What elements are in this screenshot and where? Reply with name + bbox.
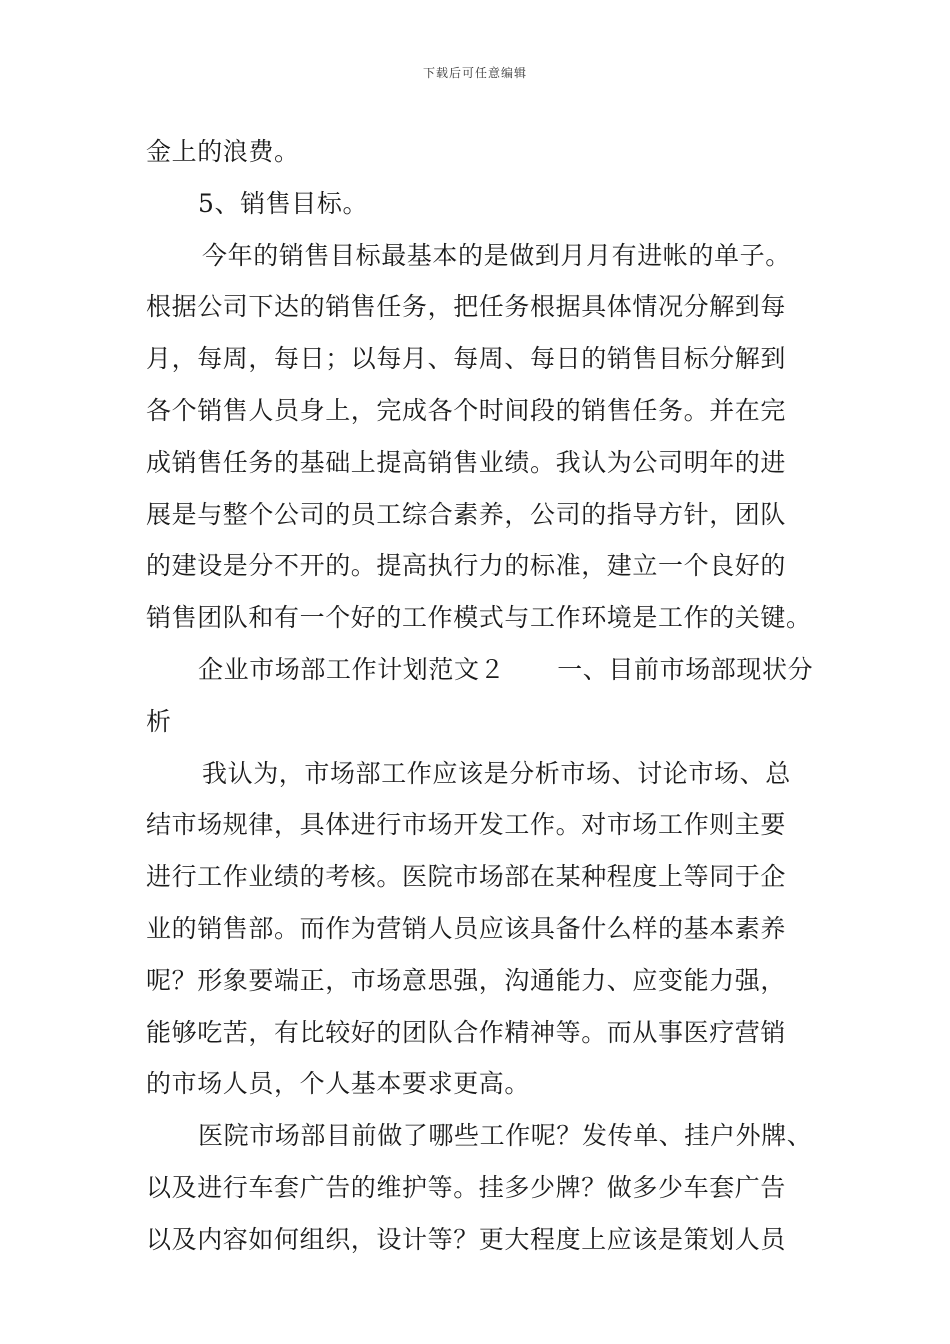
text-line: 根据公司下达的销售任务，把任务根据具体情况分解到每: [146, 292, 787, 322]
text-line: 呢？形象要端正，市场意思强，沟通能力、应变能力强，: [146, 965, 787, 995]
text-line: 成销售任务的基础上提高销售业绩。我认为公司明年的进: [146, 447, 787, 477]
section-heading-line: [146, 644, 814, 696]
text-line: 进行工作业绩的考核。医院市场部在某种程度上等同于企: [146, 862, 787, 892]
text-line: 的市场人员，个人基本要求更高。: [146, 1069, 531, 1099]
text-line: 医院市场部目前做了哪些工作呢？发传单、挂户外牌、: [198, 1121, 813, 1151]
text-line: 销售团队和有一个好的工作模式与工作环境是工作的关键。: [146, 603, 812, 633]
text-line: 展是与整个公司的员工综合素养，公司的指导方针，团队: [146, 499, 787, 529]
text-line: 我认为，市场部工作应该是分析市场、讨论市场、总: [202, 758, 791, 788]
text-line: 业的销售部。而作为营销人员应该具备什么样的基本素养: [146, 913, 787, 943]
text-line: 以及内容如何组织，设计等？更大程度上应该是策划人员: [146, 1224, 787, 1254]
document-body: [146, 126, 814, 1266]
text-line: 的建设是分不开的。提高执行力的标准，建立一个良好的: [146, 551, 787, 581]
text-line: 各个销售人员身上，完成各个时间段的销售任务。并在完: [146, 395, 787, 425]
page-header-note: 下载后可任意编辑: [422, 66, 527, 80]
section-heading-current-status: 一、目前市场部现状分: [557, 654, 814, 684]
text-line: 结市场规律，具体进行市场开发工作。对市场工作则主要: [146, 810, 787, 840]
text-line: 月，每周，每日；以每月、每周、每日的销售目标分解到: [146, 344, 787, 374]
section-heading-sales-target: 5、销售目标。: [198, 188, 369, 218]
text-line: 以及进行车套广告的维护等。挂多少牌？做多少车套广告: [146, 1172, 787, 1202]
text-line: 能够吃苦，有比较好的团队合作精神等。而从事医疗营销: [146, 1017, 787, 1047]
text-line: 金上的浪费。: [146, 137, 300, 166]
text-line: 今年的销售目标最基本的是做到月月有进帐的单子。: [202, 240, 791, 270]
text-line: 析: [146, 706, 172, 736]
article-title: 企业市场部工作计划范文２: [198, 654, 506, 684]
